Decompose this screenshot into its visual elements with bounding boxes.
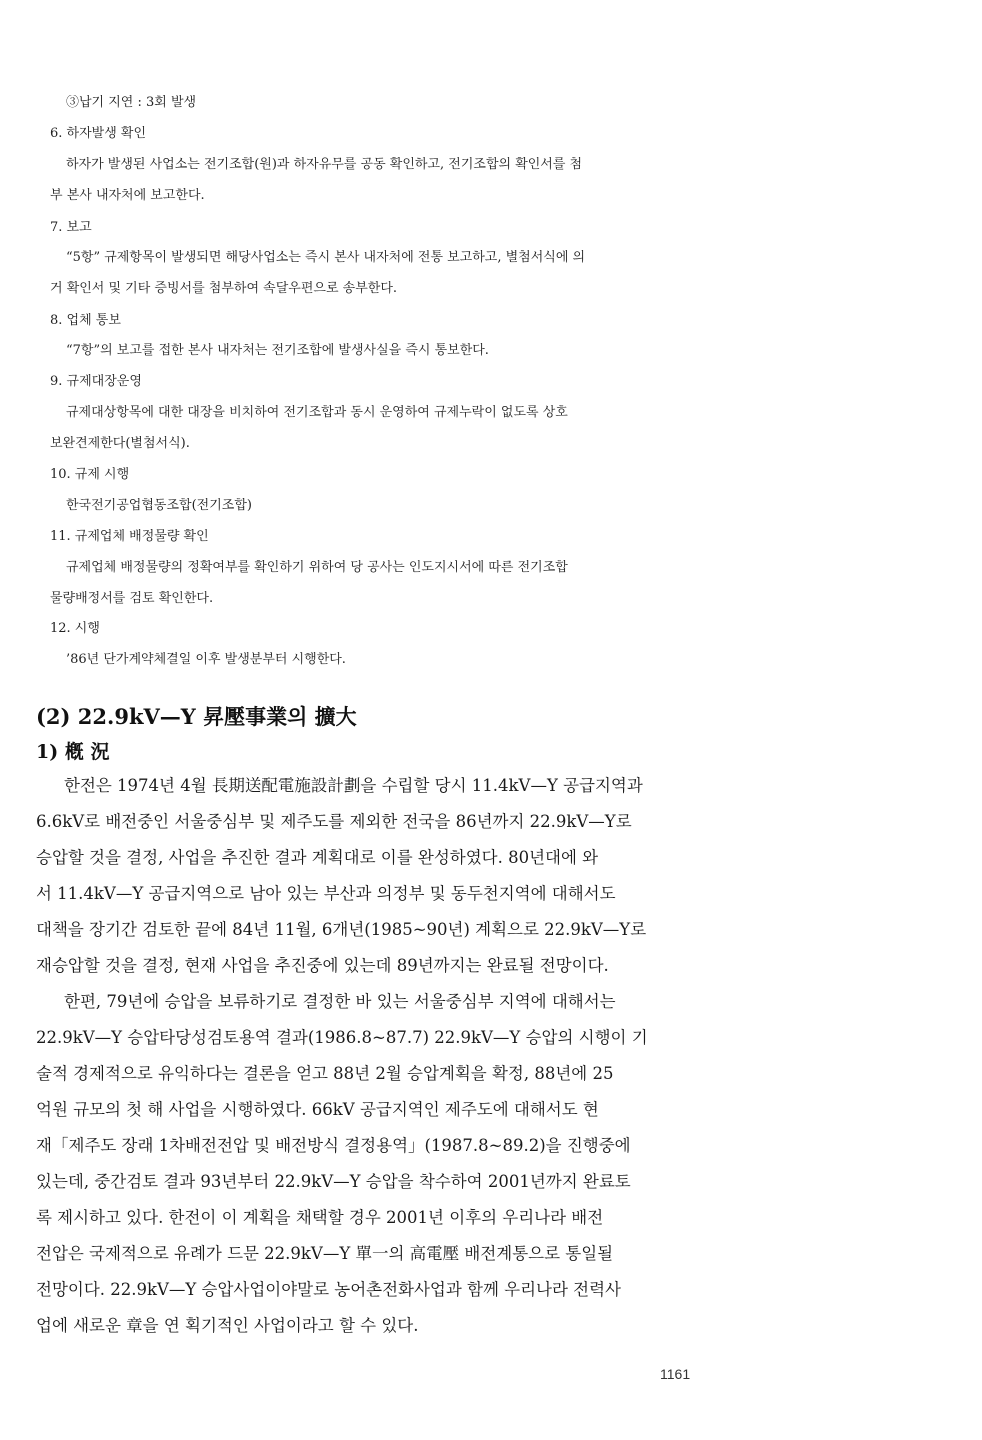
body-line: 서 11.4kV—Y 공급지역으로 남아 있는 부산과 의정부 및 동두천지역에 대해서도 [36,884,616,903]
body-line: 있는데, 중간검토 결과 93년부터 22.9kV—Y 승압을 착수하여 2001년까지 완료토 [36,1172,631,1191]
item-heading: 6. 하자발생 확인 [50,126,147,141]
body-line: 한편, 79년에 승압을 보류하기로 결정한 바 있는 서울중심부 지역에 대해서는 [64,992,616,1011]
item-heading: 10. 규제 시행 [50,467,130,482]
body-line: 재승압할 것을 결정, 현재 사업을 추진중에 있는데 89년까지는 완료될 전망이다. [36,956,609,975]
text-line: ’86년 단가계약체결일 이후 발생분부터 시행한다. [66,652,346,667]
section-heading: (2) 22.9kV—Y 昇壓事業의 擴大 [36,704,357,729]
text-line: 부 본사 내자처에 보고한다. [50,188,205,203]
item-heading: 12. 시행 [50,621,100,636]
body-line: 재「제주도 장래 1차배전전압 및 배전방식 결정용역」(1987.8~89.2)을 진행중에 [36,1136,631,1155]
page-number: 1161 [660,1366,691,1382]
text-line: 하자가 발생된 사업소는 전기조합(원)과 하자유무를 공동 확인하고, 전기조합의 확인서를 첨 [66,157,583,172]
text-line: 한국전기공업협동조합(전기조합) [66,498,252,513]
body-line: 전망이다. 22.9kV—Y 승압사업이야말로 농어촌전화사업과 함께 우리나라 전력사 [36,1280,621,1299]
text-line: 규제업체 배정물량의 정확여부를 확인하기 위하여 당 공사는 인도지시서에 따른 전기조합 [66,560,568,575]
text-line: 물량배정서를 검토 확인한다. [50,591,214,606]
body-line: 전압은 국제적으로 유례가 드문 22.9kV—Y 單一의 高電壓 배전계통으로 통일될 [36,1244,614,1263]
text-line: “7항”의 보고를 접한 본사 내자처는 전기조합에 발생사실을 즉시 통보한다. [66,343,489,358]
body-line: 술적 경제적으로 유익하다는 결론을 얻고 88년 2월 승압계획을 확정, 88년에 25 [36,1064,614,1083]
text-line: 규제대상항목에 대한 대장을 비치하여 전기조합과 동시 운영하여 규제누락이 없도록 상호 [66,405,568,420]
item-heading: 11. 규제업체 배정물량 확인 [50,529,209,544]
body-line: 억원 규모의 첫 해 사업을 시행하였다. 66kV 공급지역인 제주도에 대해서도 현 [36,1100,599,1119]
body-line: 6.6kV로 배전중인 서울중심부 및 제주도를 제외한 전국을 86년까지 22.9kV—Y로 [36,812,632,831]
body-line: 한전은 1974년 4월 長期送配電施設計劃을 수립할 당시 11.4kV—Y 공급지역과 [64,776,643,795]
text-line: ③납기 지연 : 3회 발생 [66,95,197,110]
body-line: 승압할 것을 결정, 사업을 추진한 결과 계획대로 이를 완성하였다. 80년대에 와 [36,848,599,867]
text-line: “5항” 규제항목이 발생되면 해당사업소는 즉시 본사 내자처에 전통 보고하고, 별첨서식에 의 [66,250,586,265]
item-heading: 9. 규제대장운영 [50,374,142,389]
text-line: 보완견제한다(별첨서식). [50,436,190,451]
subsection-heading: 1) 槪 況 [36,741,110,763]
body-line: 22.9kV—Y 승압타당성검토용역 결과(1986.8~87.7) 22.9kV—Y 승압의 시행이 기 [36,1028,648,1047]
body-line: 대책을 장기간 검토한 끝에 84년 11월, 6개년(1985~90년) 계획으로 22.9kV—Y로 [36,920,647,939]
text-line: 거 확인서 및 기타 증빙서를 첨부하여 속달우편으로 송부한다. [50,281,398,296]
body-line: 업에 새로운 章을 연 획기적인 사업이라고 할 수 있다. [36,1316,419,1335]
body-line: 록 제시하고 있다. 한전이 이 계획을 채택할 경우 2001년 이후의 우리나라 배전 [36,1208,604,1227]
item-heading: 7. 보고 [50,220,92,235]
item-heading: 8. 업체 통보 [50,313,121,328]
